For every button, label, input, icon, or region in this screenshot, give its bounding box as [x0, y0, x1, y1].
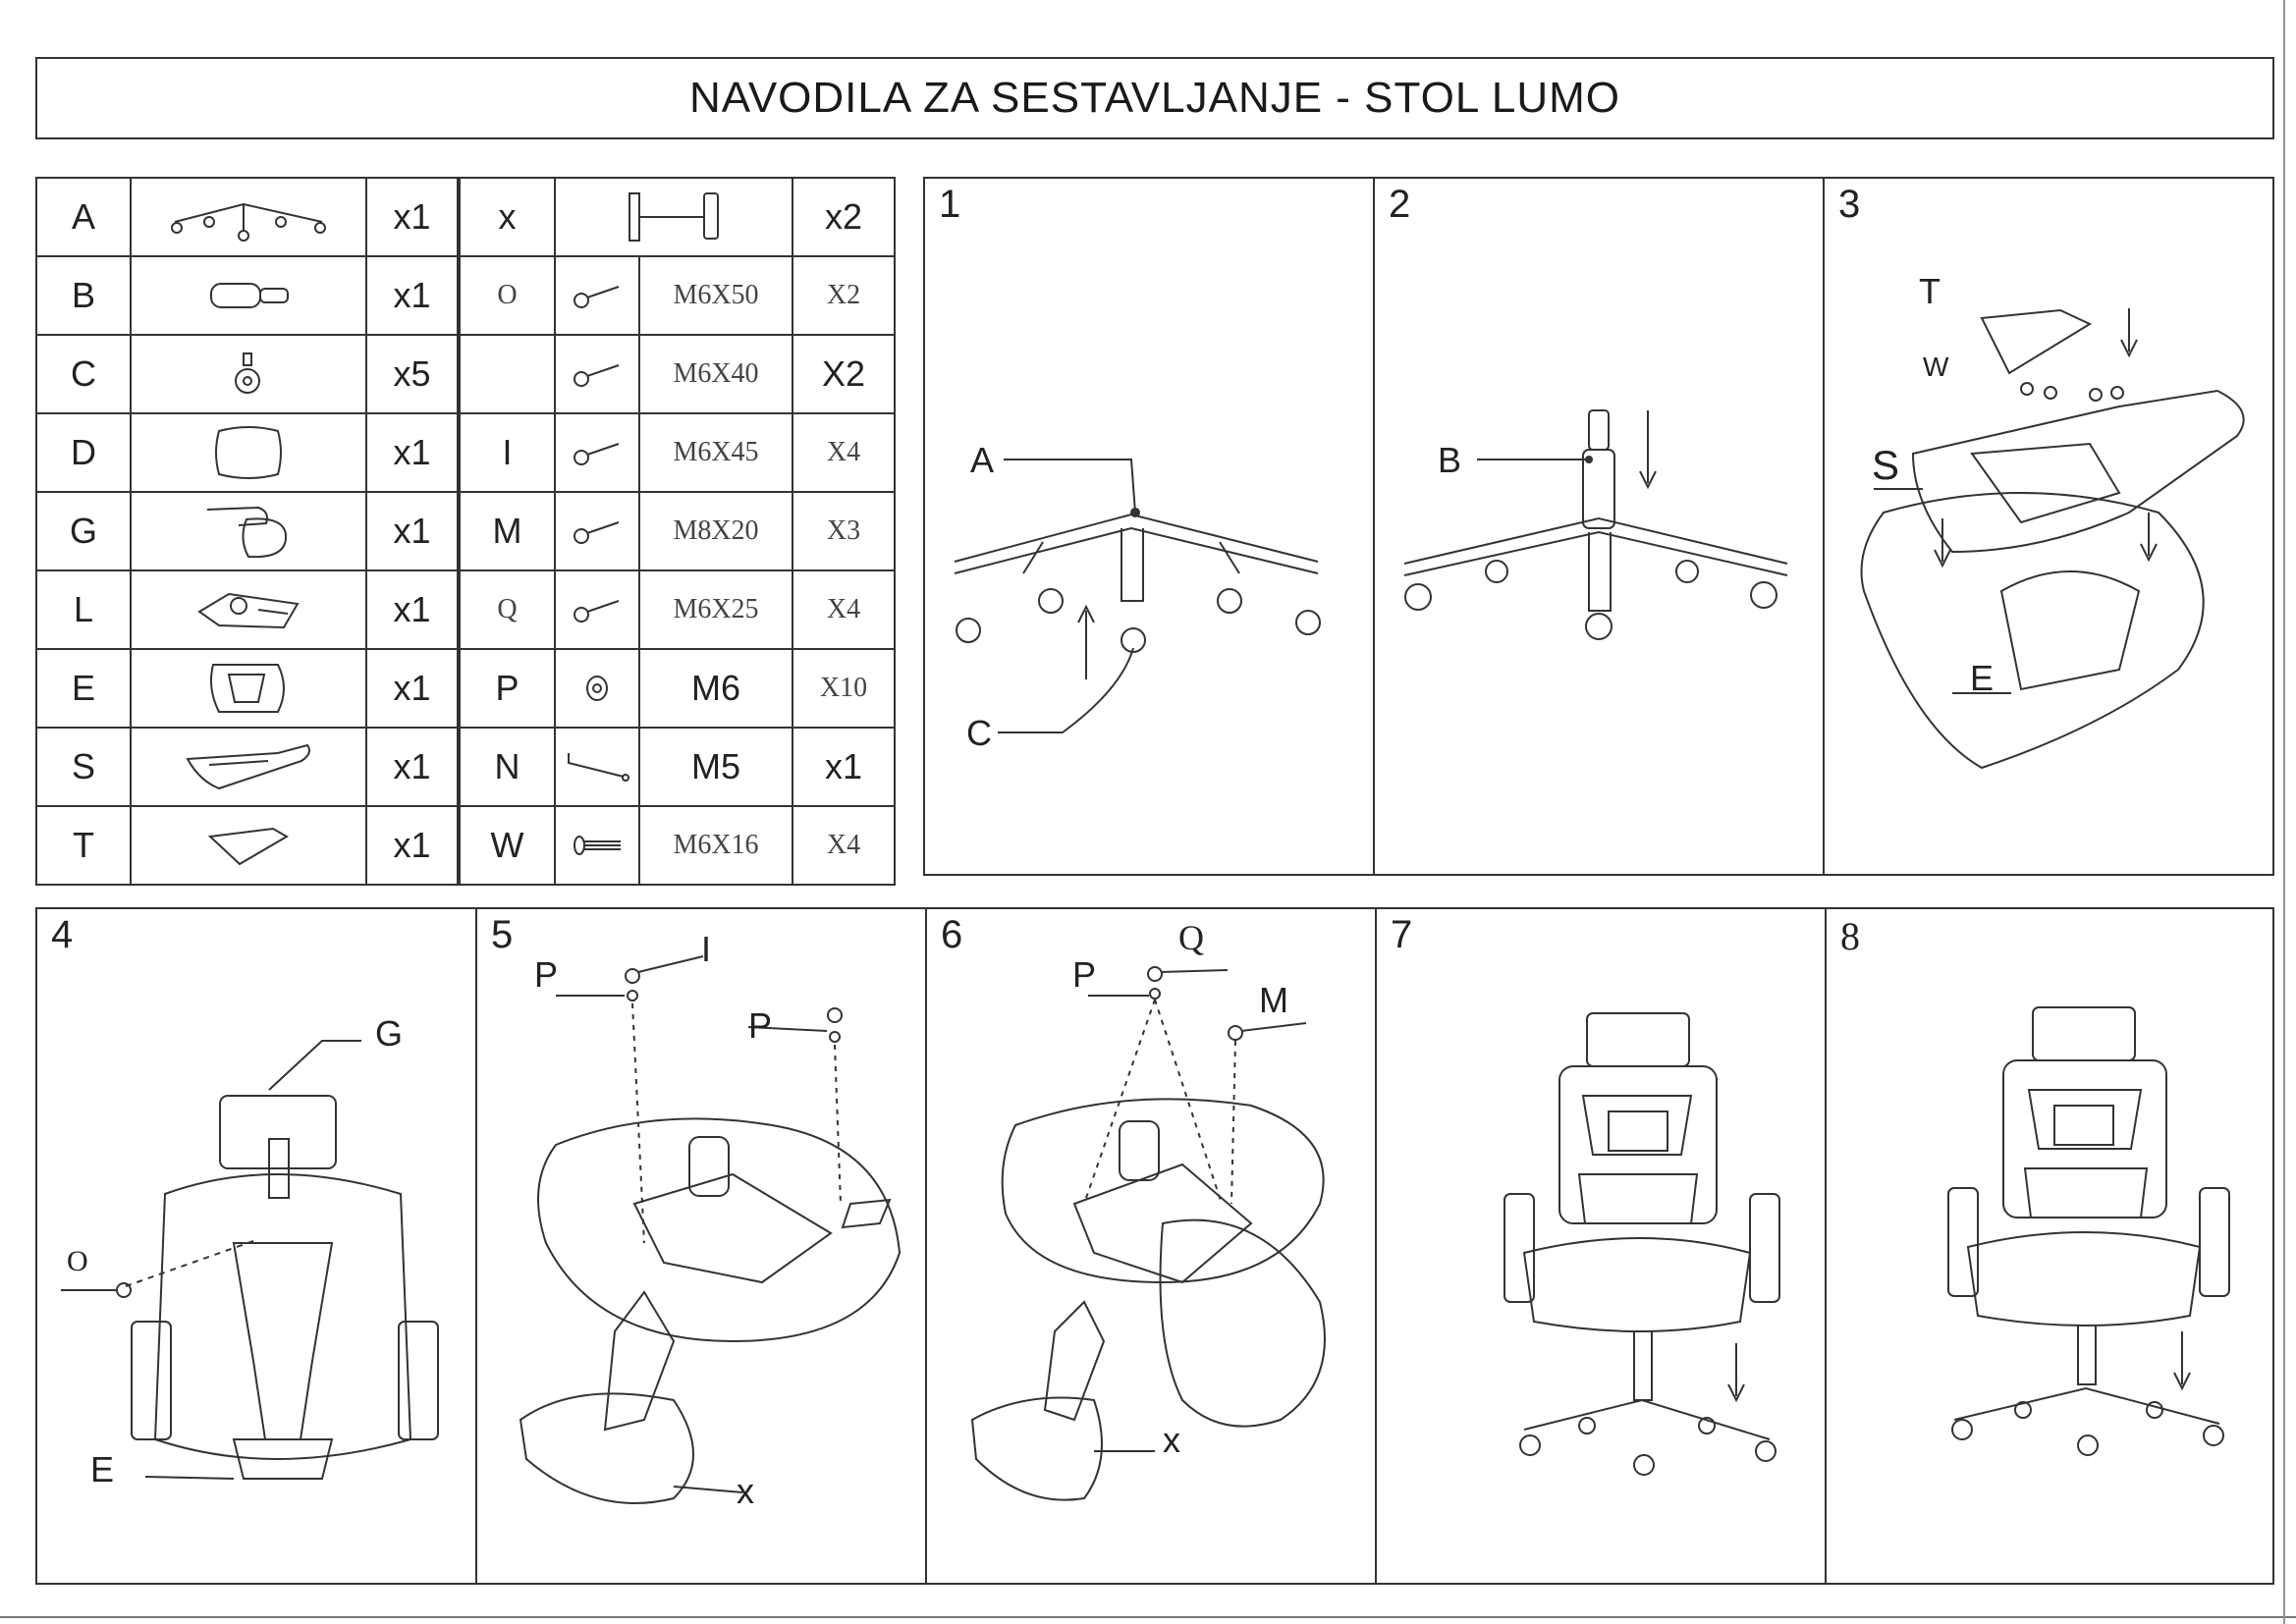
step-number: 5	[491, 913, 514, 956]
headrest-icon	[131, 492, 366, 570]
part-qty: x2	[793, 178, 895, 256]
step-number: 7	[1391, 913, 1413, 956]
callout-label: M	[1259, 980, 1288, 1020]
callout-label: O	[67, 1245, 88, 1277]
part-letter: D	[36, 413, 131, 492]
part-letter: O	[459, 256, 555, 335]
final-chair-drawing	[1827, 909, 2276, 1587]
cover-plate-icon	[131, 806, 366, 885]
part-qty: x1	[366, 649, 459, 728]
callout-label: W	[1923, 352, 1949, 382]
callout-label: A	[970, 440, 995, 480]
part-code: M6X25	[639, 570, 793, 649]
callout-label: B	[1438, 440, 1462, 480]
part-code: M8X20	[639, 492, 793, 570]
part-qty: x1	[366, 256, 459, 335]
part-letter: L	[36, 570, 131, 649]
parts-row	[36, 492, 895, 570]
part-code: M5	[639, 728, 793, 806]
step-panel-2	[1373, 177, 1825, 876]
callout-label: P	[748, 1005, 773, 1046]
callout-label: x	[737, 1471, 754, 1511]
backrest-icon	[131, 649, 366, 728]
callout-label: P	[1072, 954, 1097, 995]
parts-row	[36, 413, 895, 492]
step-number: 3	[1838, 183, 1861, 226]
allen-key-icon	[555, 728, 639, 806]
screw-icon	[555, 806, 639, 885]
assembled-chair-drawing	[1377, 909, 1829, 1587]
bolt-icon	[555, 492, 639, 570]
part-qty: x1	[366, 806, 459, 885]
part-letter: A	[36, 178, 131, 256]
part-letter: M	[459, 492, 555, 570]
step-panel-7	[1375, 907, 1827, 1585]
step-number: 4	[51, 913, 74, 956]
step-number: 1	[939, 183, 961, 226]
step-panel-4	[35, 907, 477, 1585]
gas-lift-drawing	[1375, 179, 1827, 878]
callout-label: I	[701, 929, 712, 969]
gas-lift-icon	[131, 256, 366, 335]
right-divider	[2283, 0, 2285, 1624]
part-letter: x	[459, 178, 555, 256]
parts-row	[36, 806, 895, 885]
callout-label: G	[375, 1013, 404, 1054]
callout-label: S	[1872, 442, 1900, 488]
parts-row	[36, 728, 895, 806]
part-qty: x1	[366, 728, 459, 806]
parts-row	[36, 178, 895, 256]
part-code: M6X50	[639, 256, 793, 335]
parts-row	[36, 256, 895, 335]
bolt-icon	[555, 335, 639, 413]
step-panel-5	[475, 907, 927, 1585]
page-title: NAVODILA ZA SESTAVLJANJE - STOL LUMO	[688, 74, 1621, 122]
part-letter: P	[459, 649, 555, 728]
step-panel-8	[1825, 907, 2274, 1585]
parts-row	[36, 649, 895, 728]
base-casters-drawing	[925, 179, 1377, 878]
callout-label: Q	[1178, 918, 1204, 957]
part-code: M6X45	[639, 413, 793, 492]
part-qty: X4	[793, 413, 895, 492]
seat-cushion-icon	[131, 413, 366, 492]
part-qty: x1	[793, 728, 895, 806]
part-code: M6	[639, 649, 793, 728]
bottom-divider	[0, 1616, 2296, 1618]
part-letter: I	[459, 413, 555, 492]
parts-table	[35, 177, 894, 876]
part-qty: X2	[793, 335, 895, 413]
seat-armrest-drawing	[477, 909, 929, 1587]
part-code: M6X40	[639, 335, 793, 413]
part-letter: N	[459, 728, 555, 806]
parts-row	[36, 570, 895, 649]
part-code: M6X16	[639, 806, 793, 885]
part-qty: x1	[366, 413, 459, 492]
part-letter: B	[36, 256, 131, 335]
back-frame-icon	[131, 728, 366, 806]
part-qty: X10	[793, 649, 895, 728]
callout-label: E	[90, 1449, 115, 1489]
part-qty: X4	[793, 570, 895, 649]
part-qty: x1	[366, 178, 459, 256]
part-qty: X3	[793, 492, 895, 570]
callout-label: C	[966, 713, 992, 753]
title-box	[35, 57, 2274, 139]
mechanism-icon	[131, 570, 366, 649]
part-letter: W	[459, 806, 555, 885]
part-letter: G	[36, 492, 131, 570]
washer-icon	[555, 649, 639, 728]
bolt-icon	[555, 256, 639, 335]
step-panel-1	[923, 177, 1375, 876]
bolt-icon	[555, 570, 639, 649]
part-qty: X4	[793, 806, 895, 885]
bolt-icon	[555, 413, 639, 492]
callout-label: x	[1163, 1420, 1180, 1460]
step-number: 8	[1840, 914, 1860, 958]
caster-icon	[131, 335, 366, 413]
chair-base-icon	[131, 178, 366, 256]
back-frame-assembly-drawing	[1825, 179, 2276, 878]
part-letter: S	[36, 728, 131, 806]
step-number: 6	[941, 913, 963, 956]
callout-label: P	[534, 954, 559, 995]
part-qty: x1	[366, 492, 459, 570]
armrest-icon	[555, 178, 793, 256]
part-letter: T	[36, 806, 131, 885]
part-letter: E	[36, 649, 131, 728]
part-qty: X2	[793, 256, 895, 335]
part-letter	[459, 335, 555, 413]
callout-label: E	[1970, 658, 1995, 698]
part-qty: x1	[366, 570, 459, 649]
part-letter: Q	[459, 570, 555, 649]
mechanism-backrest-drawing	[927, 909, 1379, 1587]
step-panel-3	[1823, 177, 2274, 876]
parts-row	[36, 335, 895, 413]
part-qty: x5	[366, 335, 459, 413]
step-number: 2	[1389, 183, 1411, 226]
part-letter: C	[36, 335, 131, 413]
callout-label: T	[1919, 271, 1941, 311]
step-panel-6	[925, 907, 1377, 1585]
